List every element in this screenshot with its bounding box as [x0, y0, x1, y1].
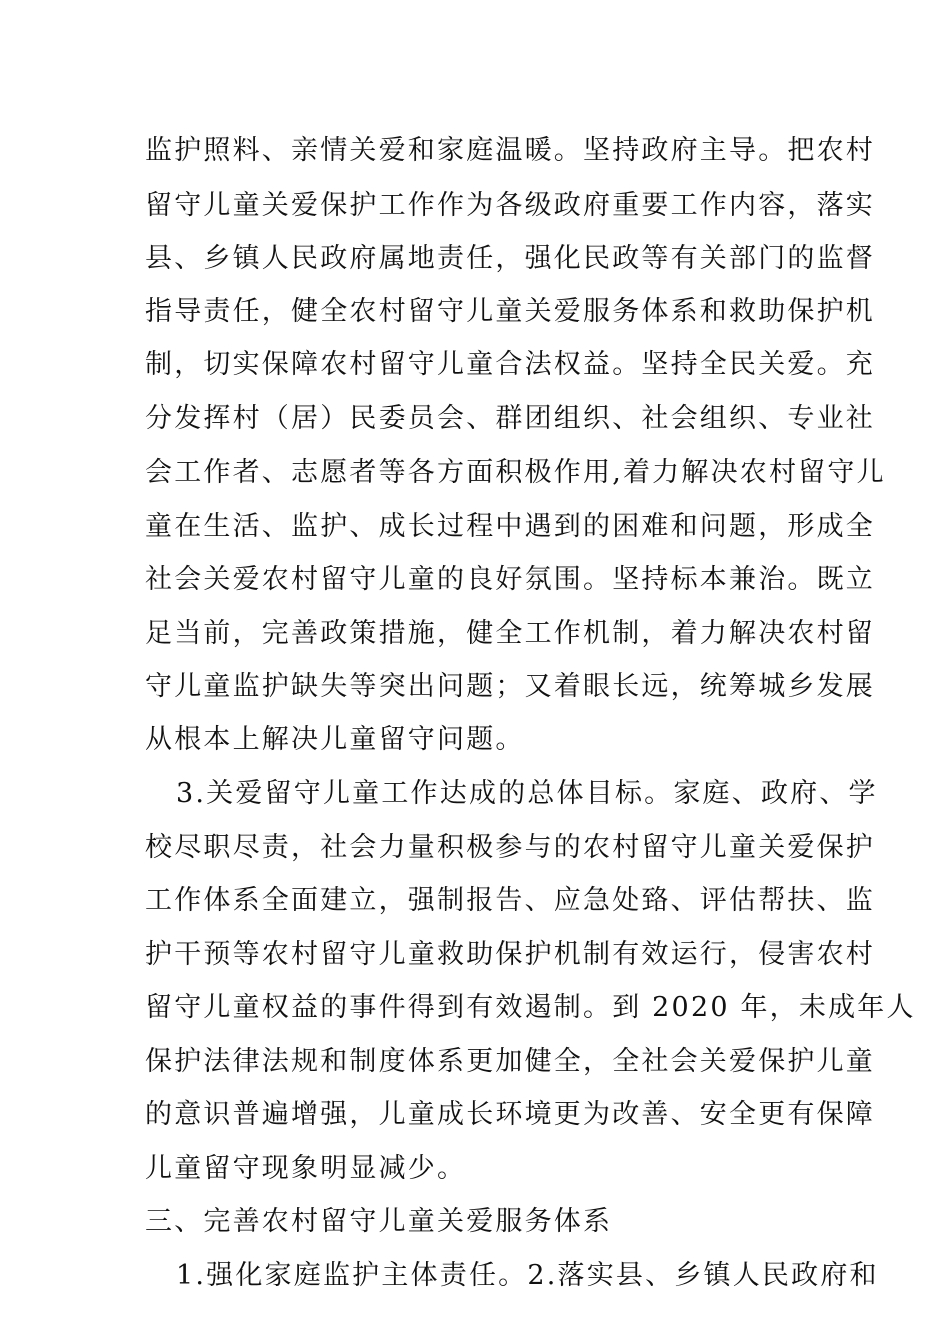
- text-line: 保护法律法规和制度体系更加健全，全社会关爱保护儿童: [145, 1046, 875, 1077]
- paragraph-start-line: 3.关爱留守儿童工作达成的总体目标。家庭、政府、学: [176, 778, 878, 809]
- text-line: 监护照料、亲情关爱和家庭温暖。坚持政府主导。把农村: [145, 135, 875, 166]
- text-line: 会工作者、志愿者等各方面积极作用,着力解决农村留守儿: [145, 457, 886, 488]
- text-line: 留守儿童权益的事件得到有效遏制。到 2020 年，未成年人: [145, 992, 916, 1023]
- text-line: 指导责任，健全农村留守儿童关爱服务体系和救助保护机: [145, 296, 875, 327]
- text-line: 校尽职尽责，社会力量积极参与的农村留守儿童关爱保护: [145, 832, 875, 863]
- text-line: 分发挥村（居）民委员会、群团组织、社会组织、专业社: [145, 403, 875, 434]
- section-heading: 三、完善农村留守儿童关爱服务体系: [145, 1206, 613, 1237]
- text-line: 制，切实保障农村留守儿童合法权益。坚持全民关爱。充: [145, 349, 875, 380]
- text-line: 护干预等农村留守儿童救助保护机制有效运行，侵害农村: [145, 939, 875, 970]
- text-line: 童在生活、监护、成长过程中遇到的困难和问题，形成全: [145, 511, 875, 542]
- text-line: 社会关爱农村留守儿童的良好氛围。坚持标本兼治。既立: [145, 564, 875, 595]
- text-line: 守儿童监护缺失等突出问题；又着眼长远，统筹城乡发展: [145, 671, 875, 702]
- text-line: 的意识普遍增强，儿童成长环境更为改善、安全更有保障: [145, 1099, 875, 1130]
- paragraph-start-line: 1.强化家庭监护主体责任。2.落实县、乡镇人民政府和: [176, 1260, 879, 1291]
- text-line: 儿童留守现象明显减少。: [145, 1153, 467, 1184]
- text-line: 足当前，完善政策措施，健全工作机制，着力解决农村留: [145, 618, 875, 649]
- text-line: 工作体系全面建立，强制报告、应急处臵、评估帮扶、监: [145, 885, 875, 916]
- text-line: 从根本上解决儿童留守问题。: [145, 724, 525, 755]
- text-line: 县、乡镇人民政府属地责任，强化民政等有关部门的监督: [145, 243, 875, 274]
- text-line: 留守儿童关爱保护工作作为各级政府重要工作内容，落实: [145, 190, 875, 221]
